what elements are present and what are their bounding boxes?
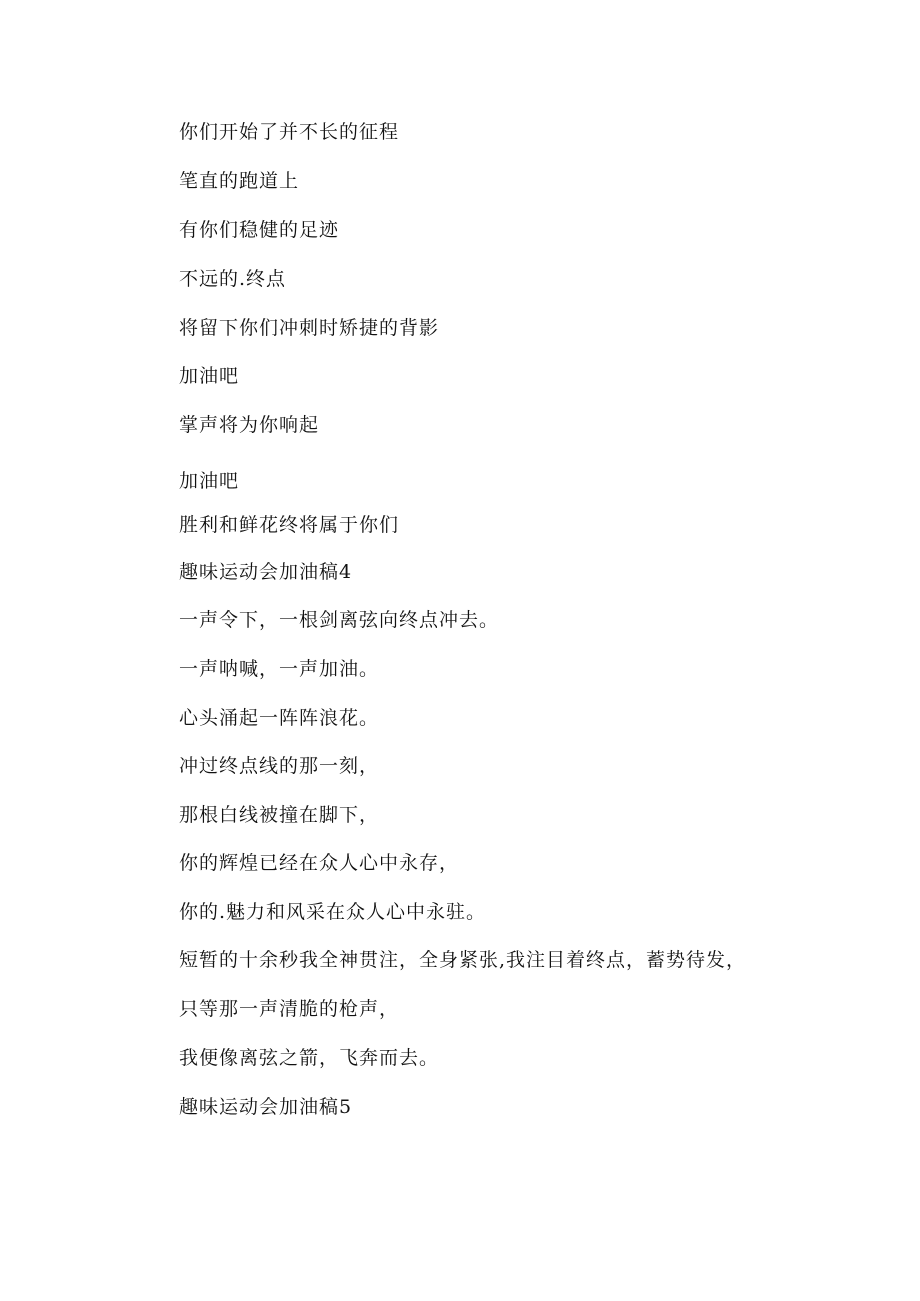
text-line: 不远的.终点 <box>179 268 287 290</box>
text-line: 有你们稳健的足迹 <box>179 219 340 241</box>
text-line: 一声令下，一根剑离弦向终点冲去。 <box>179 609 500 631</box>
text-line: 我便像离弦之箭，飞奔而去。 <box>179 1047 440 1069</box>
text-line: 胜利和鲜花终将属于你们 <box>179 514 400 536</box>
text-line: 那根白线被撞在脚下， <box>179 804 380 826</box>
text-line: 你们开始了并不长的征程 <box>179 121 400 143</box>
text-line: 你的.魅力和风采在众人心中永驻。 <box>179 901 487 923</box>
text-line: 只等那一声清脆的枪声， <box>179 998 400 1020</box>
section-heading: 趣味运动会加油稿4 <box>179 561 353 583</box>
text-line: 将留下你们冲刺时矫捷的背影 <box>179 317 440 339</box>
text-line: 短暂的十余秒我全神贯注，全身紧张,我注目着终点，蓄势待发， <box>179 949 747 971</box>
text-line: 你的辉煌已经在众人心中永存， <box>179 852 460 874</box>
text-line: 加油吧 <box>179 470 240 492</box>
text-line: 心头涌起一阵阵浪花。 <box>179 707 380 729</box>
text-line: 冲过终点线的那一刻， <box>179 755 380 777</box>
text-line: 笔直的跑道上 <box>179 170 300 192</box>
section-heading: 趣味运动会加油稿5 <box>179 1096 353 1118</box>
text-line: 加油吧 <box>179 365 240 387</box>
text-line: 一声呐喊，一声加油。 <box>179 658 380 680</box>
text-line: 掌声将为你响起 <box>179 414 320 436</box>
